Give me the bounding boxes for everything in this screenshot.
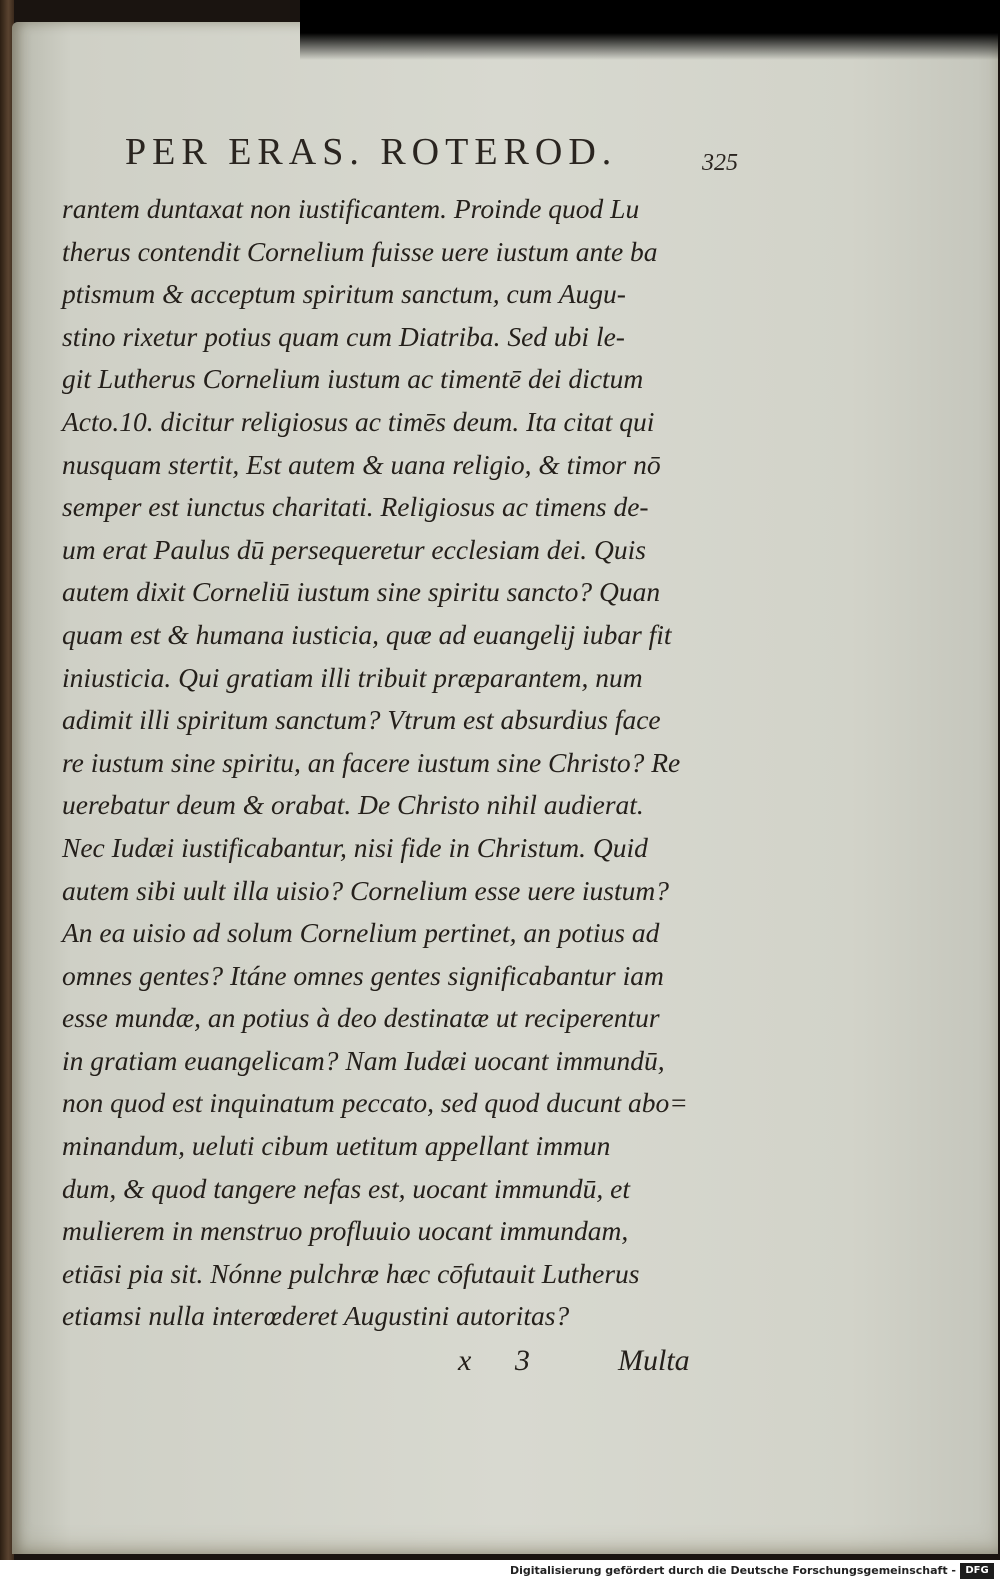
text-line: omnes gentes? Itáne omnes gentes significabantur iam [62,959,664,991]
text-line: um erat Paulus dū persequeretur ecclesiam dei. Quis [62,533,647,565]
text-line: etiamsi nulla interœderet Augustini autoritas? [62,1300,570,1332]
text-line: An ea uisio ad solum Cornelium pertinet, an potius ad [62,917,660,949]
text-line: re iustum sine spiritu, an facere iustum sine Christo? Re [62,746,681,778]
text-line: semper est iunctus charitati. Religiosus ac timens de- [62,491,649,523]
text-line: rantem duntaxat non iustificantem. Proinde quod Lu [62,193,640,224]
text-line: iniusticia. Qui gratiam illi tribuit præparantem, num [62,661,643,693]
text-line: git Lutherus Cornelium iustum ac timentē dei dictum [62,363,644,395]
text-line: ptismum & acceptum spiritum sanctum, cum Augu- [62,278,626,310]
text-line: minandum, ueluti cibum uetitum appellant immun [62,1130,611,1162]
text-line: adimit illi spiritum sanctum? Vtrum est absurdius face [62,704,661,736]
text-line: nusquam stertit, Est autem & uana religio, & timor nō [62,448,661,480]
text-line: autem dixit Corneliū iustum sine spiritu sancto? Quan [62,576,661,608]
text-line: etiāsi pia sit. Nónne pulchræ hæc cōfutauit Lutherus [62,1257,640,1289]
text-line: Acto.10. dicitur religiosus ac timēs deum. Ita citat qui [62,405,655,437]
funding-credit: Digitalisierung gefördert durch die Deutsche Forschungsgemeinschaft - [509,1564,956,1577]
signature-mark: x 3 [458,1344,548,1377]
text-line: Nec Iudæi iustificabantur, nisi fide in Christum. Quid [62,831,648,863]
text-line: non quod est inquinatum peccato, sed quod ducunt abo= [62,1087,688,1119]
text-line: in gratiam euangelicam? Nam Iudæi uocant immundū, [62,1044,665,1076]
digitization-footer [0,1560,1000,1583]
text-line: therus contendit Cornelium fuisse uere iustum ante ba [62,235,658,267]
text-line: dum, & quod tangere nefas est, uocant immundū, et [62,1172,631,1204]
text-line: autem sibi uult illa uisio? Cornelium esse uere iustum? [62,874,670,906]
body-text [62,188,742,1338]
running-head: PER ERAS. ROTEROD. [125,131,618,173]
text-line: esse mundæ, an potius à deo destinatæ ut reciperentur [62,1002,660,1034]
catchword: Multa [618,1344,690,1377]
page-number: 325 [702,150,738,176]
text-line: mulierem in menstruo profluuio uocant immundam, [62,1215,629,1247]
page-top-shadow [300,0,1000,60]
text-line: uerebatur deum & orabat. De Christo nihil audierat. [62,789,644,821]
text-line: stino rixetur potius quam cum Diatriba. Sed ubi le- [62,320,625,352]
dfg-logo: DFG [960,1563,994,1579]
text-line: quam est & humana iusticia, quæ ad euangelij iubar fit [62,618,672,650]
